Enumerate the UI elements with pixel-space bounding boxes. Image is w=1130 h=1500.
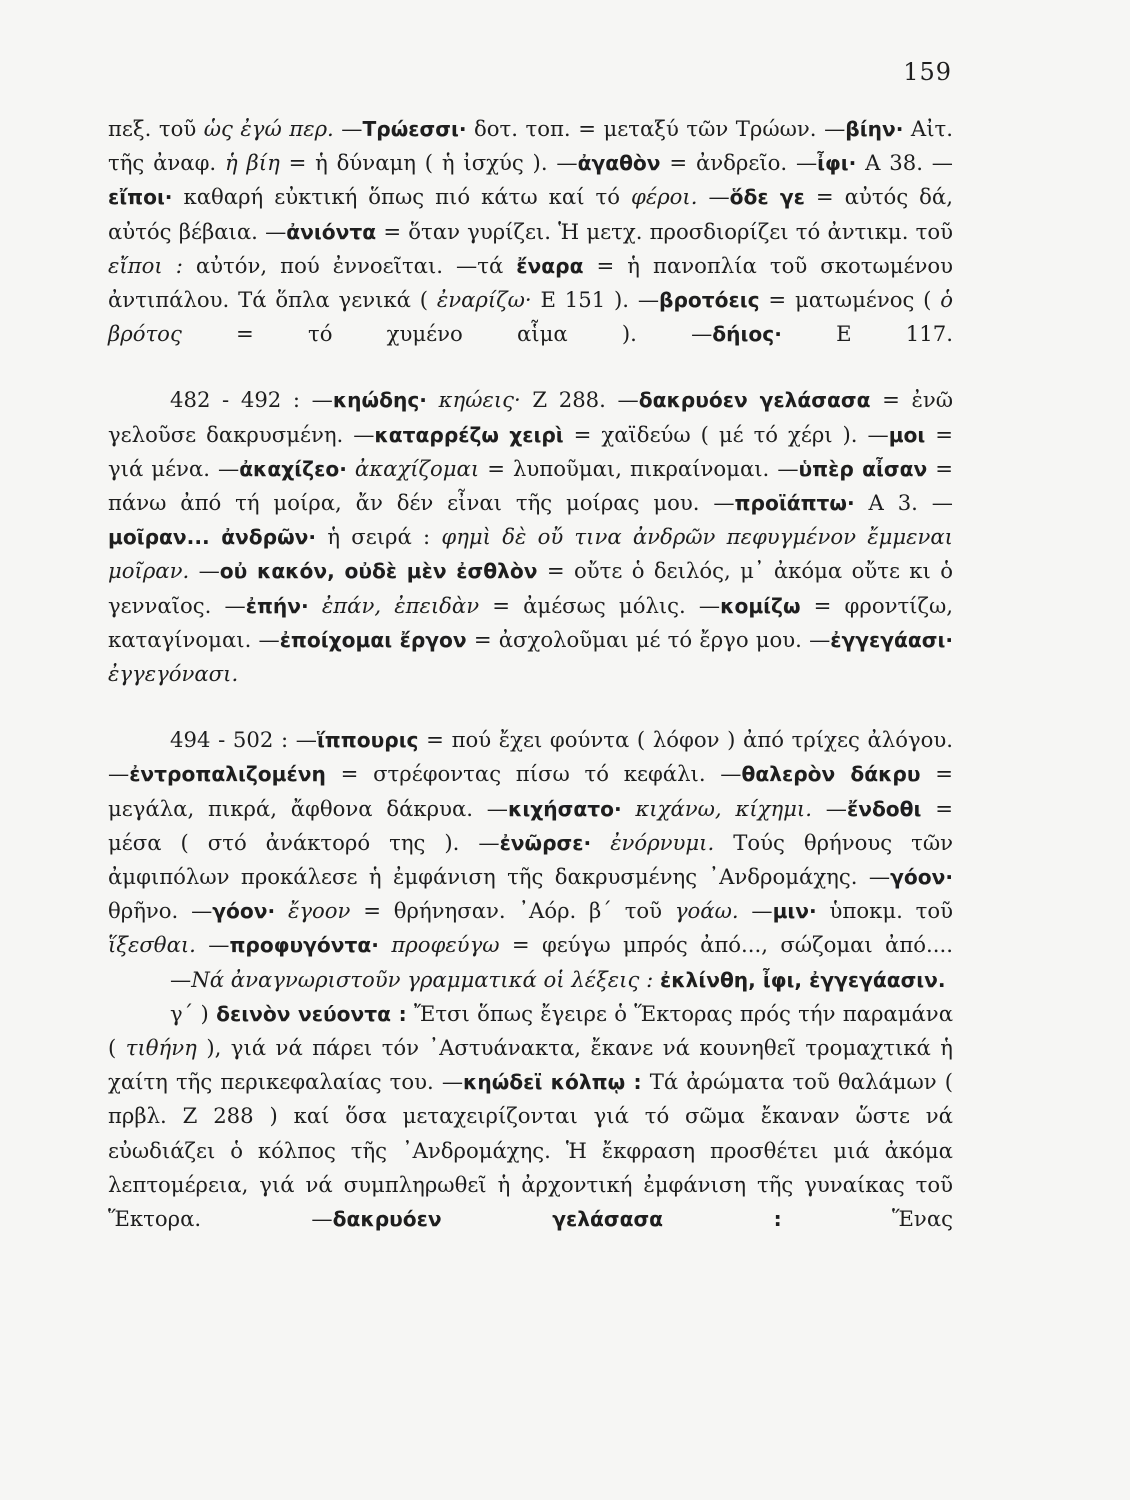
text-run: πεξ. τοῦ (108, 116, 204, 141)
text-run: = χαϊδεύω ( μέ τό χέρι ). — (563, 421, 889, 447)
lemma-term: προϊάπτω· (734, 491, 855, 516)
lemma-term: ἐκλίνθη, ἶφι, ἐγγεγάασιν. (659, 967, 946, 992)
text-run: γ΄ ) (170, 1000, 217, 1026)
text-run: = μέσα ( στό ἀνάκτορό της ). — (108, 795, 953, 855)
lemma-term: Τρώεσσι· (362, 117, 467, 141)
text-run: Α 38. — (856, 150, 953, 176)
text-run: = λυποῦμαι, πικραίνομαι. — (479, 455, 799, 481)
lemma-term: κιχήσατο· (508, 796, 622, 821)
text-run: = πού ἔχει φούντα ( λόφον ) ἀπό τρίχες ἀλόγου. — (108, 727, 953, 787)
lemma-term: κηώδεϊ κόλπῳ : (463, 1070, 642, 1095)
lemma-term: δεινὸν νεύοντα : (216, 1001, 407, 1026)
lemma-term: κηώδης· (332, 388, 427, 413)
text-run (653, 967, 660, 992)
italic-text: εἴποι : (108, 252, 183, 278)
text-run: — (738, 898, 773, 924)
text-run: Ἕνας (781, 1206, 953, 1232)
lemma-term: ἐγγεγάασι· (830, 627, 953, 652)
text-run: = στρέφοντας πίσω τό κεφάλι. — (325, 761, 742, 787)
text-run: = ματωμένος ( (759, 287, 941, 313)
text-run (622, 796, 636, 821)
text-run (427, 387, 439, 412)
text-run: — (811, 795, 847, 821)
text-run: = ἐνῶ γελοῦσε δακρυσμένη. — (108, 387, 953, 447)
lemma-term: μοῖραν... ἀνδρῶν· (108, 525, 317, 550)
text-run: = ἀσχολοῦμαι μέ τό ἔργο μου. — (466, 626, 831, 652)
text-run: ὑποκμ. τοῦ (816, 898, 953, 924)
text-run: 482 - 492 : — (170, 387, 333, 413)
italic-text: ἵξεσθαι. (108, 932, 196, 958)
text-run: = ἀμέσως μόλις. — (479, 592, 721, 618)
lemma-term: μιν· (772, 899, 817, 924)
para-494-502 (108, 723, 953, 962)
italic-text: γοάω. (674, 898, 739, 924)
text-run: = οὔτε ὁ δειλός, μ᾽ ἀκόμα οὔτε κι ὁ γενναῖος. — (108, 558, 953, 618)
text-run: αὐτόν, πού ἐννοεῖται. —τά (182, 252, 517, 278)
text-run: θρῆνο. — (108, 898, 213, 924)
lemma-term: ἔνδοθι (846, 796, 922, 821)
text-run: = ἀνδρεῖο. — (660, 150, 818, 176)
italic-text: κιχάνω, κίχημι. (635, 795, 812, 821)
italic-text: ἀκαχίζομαι (354, 455, 480, 481)
lemma-term: δήιος· (712, 322, 782, 347)
lemma-term: ὅδε γε (729, 185, 805, 210)
italic-text: τιθήνη (125, 1035, 197, 1061)
lemma-term: ἐπήν· (245, 593, 309, 618)
lemma-term: μοι (888, 422, 926, 447)
text-run: 494 - 502 : — (170, 727, 317, 753)
lemma-term: ἀκαχίζεο· (239, 456, 347, 481)
lemma-term: ἐποίχομαι ἔργον (279, 627, 467, 652)
text-run (309, 593, 322, 618)
commentary-text (108, 112, 953, 1236)
text-run: = αὐτός δά, αὐτός βέβαια. — (108, 184, 953, 244)
italic-text: ὁ βρότος (108, 287, 953, 347)
para-grammar-note (108, 963, 953, 997)
para-tr-glosses (108, 112, 953, 351)
italic-text: ἡ βίη (225, 150, 280, 176)
italic-text: προφεύγω (391, 932, 500, 958)
italic-text: ἐπάν, ἐπειδὰν (321, 592, 480, 618)
text-run: = ἡ δύναμη ( ἡ ἰσχύς ). — (279, 150, 578, 176)
text-run: — (333, 116, 363, 141)
lemma-term: οὐ κακόν, οὐδὲ μὲν ἐσθλὸν (219, 559, 538, 584)
italic-text: κηώεις· (438, 387, 521, 413)
para-482-492 (108, 383, 953, 691)
text-run: = θρήνησαν. ᾿Αόρ. β΄ τοῦ (350, 898, 675, 924)
lemma-term: ἀγαθὸν (577, 151, 661, 176)
lemma-term: ὑπὲρ αἶσαν (798, 456, 928, 481)
text-run: — (170, 966, 192, 992)
text-run: Α 3. — (854, 490, 953, 516)
text-run: Ζ 288. — (520, 387, 639, 413)
lemma-term: θαλερὸν δάκρυ (741, 762, 921, 787)
lemma-term: ἐνῶρσε· (499, 830, 592, 855)
lemma-term: γόον· (212, 899, 276, 924)
text-run: — (697, 184, 730, 210)
text-run: Τούς θρήνους τῶν ἀμφιπόλων προκάλεσε ἡ ἐμφάνιση τῆς δακρυσμένης ᾿Ανδρομάχης. — (108, 829, 953, 890)
text-run: = πάνω ἀπό τή μοίρα, ἄν δέν εἶναι τῆς μοίρας μου. — (108, 455, 953, 516)
text-run (379, 932, 391, 957)
lemma-term: ἀνιόντα (286, 219, 377, 244)
lemma-term: βροτόεις (659, 288, 760, 313)
text-run: = ἡ πανοπλία τοῦ σκοτωμένου ἀντιπάλου. Τά ὅπλα γενικά ( (108, 252, 953, 313)
text-run: Αἰτ. τῆς ἀναφ. (108, 116, 953, 176)
text-run: ἡ σειρά : (316, 524, 442, 550)
italic-text: φέροι. (630, 184, 698, 210)
italic-text: ἐναρίζω· (436, 287, 532, 313)
text-run (275, 898, 288, 923)
text-run: — (195, 932, 230, 958)
italic-text: Νά ἀναγνωριστοῦν γραμματικά οἱ λέξεις : (191, 966, 654, 992)
text-run (591, 830, 610, 855)
text-run: Ἔτσι ὅπως ἔγειρε ὁ Ἕκτορας πρός τήν παραμάνα ( (108, 1000, 953, 1061)
lemma-term: προφυγόντα· (229, 933, 379, 958)
lemma-term: ἶφι· (817, 151, 857, 176)
text-run: Ε 151 ). — (531, 287, 660, 313)
para-gamma (108, 997, 953, 1236)
text-run (347, 456, 355, 481)
text-run: δοτ. τοπ. = μεταξύ τῶν Τρώων. — (466, 116, 846, 141)
italic-text: φημὶ δὲ οὔ τινα ἀνδρῶν πεφυγμένον ἔμμεναι μοῖραν. (108, 524, 953, 584)
lemma-term: γόον· (890, 865, 953, 890)
italic-text: ἔγοον (287, 898, 351, 924)
lemma-term: ἔναρα (516, 253, 584, 278)
lemma-term: εἴποι· (108, 185, 173, 210)
text-run: καθαρή εὐκτική ὅπως πιό κάτω καί τό (172, 184, 631, 210)
text-run: = γιά μένα. — (108, 421, 954, 481)
text-run: ), γιά νά πάρει τόν ᾿Αστυάνακτα, ἔκανε νά κουνηθεῖ τρομαχτικά ἡ χαίτη τῆς περικεφαλαίας του. — (108, 1035, 953, 1095)
lemma-term: δακρυόεν γελάσασα : (332, 1207, 782, 1232)
lemma-term: βίην· (845, 117, 904, 141)
text-run: = ὅταν γυρίζει. Ἡ μετχ. προσδιορίζει τό ἀντικμ. τοῦ (376, 218, 953, 244)
lemma-term: καταρρέζω χειρὶ (374, 422, 564, 447)
text-run: — (189, 558, 220, 584)
text-run: = τό χυμένο αἷμα ). — (181, 321, 713, 347)
italic-text: ἐνόρνυμι. (610, 829, 715, 855)
page-number: 159 (903, 58, 952, 86)
text-run: Τά ἀρώματα τοῦ θαλάμων ( πρβλ. Ζ 288 ) καί ὅσα μεταχειρίζονται γιά τό σῶμα ἔκαναν ὥστε νά εὐωδιάζει ὁ κόλπος τῆς ᾿Ανδρομάχης. Ἡ ἔκφραση προσθέτει μιά ἀκόμα λεπτομέρεια, γιά νά συμπληρωθεῖ ἡ ἀρχοντική ἐμφάνιση τῆς γυναίκας τοῦ Ἕκτορα. — (108, 1069, 953, 1232)
lemma-term: δακρυόεν γελάσασα (638, 388, 871, 413)
italic-text: ὡς ἐγώ περ. (203, 116, 334, 141)
text-run: = μεγάλα, πικρά, ἄφθονα δάκρυα. — (108, 761, 953, 821)
text-run: Ε 117. (781, 321, 953, 347)
lemma-term: ἐντροπαλιζομένη (129, 762, 326, 787)
text-run: = φεύγω μπρός ἀπό..., σώζομαι ἀπό.... (499, 932, 953, 958)
text-run: = φροντίζω, καταγίνομαι. — (108, 592, 953, 652)
lemma-term: ἵππουρις (316, 728, 419, 753)
italic-text: ἐγγεγόνασι. (108, 661, 239, 687)
lemma-term: κομίζω (720, 593, 801, 618)
